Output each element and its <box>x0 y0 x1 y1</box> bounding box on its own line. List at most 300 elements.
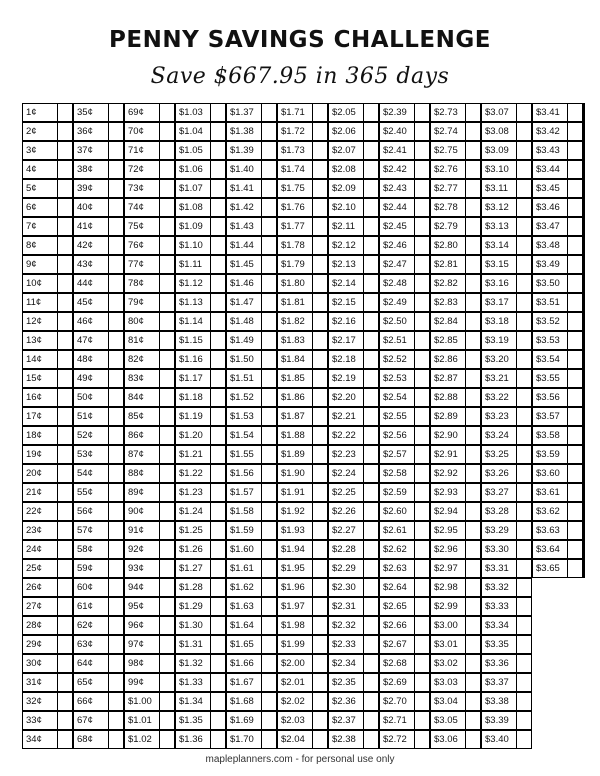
checkbox[interactable] <box>108 655 123 672</box>
checkbox[interactable] <box>363 332 378 349</box>
checkbox[interactable] <box>465 408 480 425</box>
checkbox[interactable] <box>261 256 276 273</box>
checkbox[interactable] <box>363 560 378 577</box>
checkbox[interactable] <box>312 693 327 710</box>
checkbox[interactable] <box>108 484 123 501</box>
checkbox[interactable] <box>567 218 582 235</box>
checkbox[interactable] <box>210 503 225 520</box>
checkbox[interactable] <box>261 104 276 121</box>
checkbox[interactable] <box>261 636 276 653</box>
checkbox[interactable] <box>414 522 429 539</box>
checkbox[interactable] <box>210 351 225 368</box>
checkbox[interactable] <box>465 560 480 577</box>
checkbox[interactable] <box>363 294 378 311</box>
checkbox[interactable] <box>312 161 327 178</box>
checkbox[interactable] <box>108 275 123 292</box>
checkbox[interactable] <box>159 731 174 748</box>
checkbox[interactable] <box>567 389 582 406</box>
checkbox[interactable] <box>465 104 480 121</box>
checkbox[interactable] <box>108 541 123 558</box>
checkbox[interactable] <box>363 389 378 406</box>
checkbox[interactable] <box>261 313 276 330</box>
checkbox[interactable] <box>261 579 276 596</box>
checkbox[interactable] <box>516 617 531 634</box>
checkbox[interactable] <box>414 560 429 577</box>
checkbox[interactable] <box>261 294 276 311</box>
checkbox[interactable] <box>465 636 480 653</box>
checkbox[interactable] <box>57 522 72 539</box>
checkbox[interactable] <box>414 294 429 311</box>
checkbox[interactable] <box>108 636 123 653</box>
checkbox[interactable] <box>465 484 480 501</box>
checkbox[interactable] <box>57 161 72 178</box>
checkbox[interactable] <box>465 218 480 235</box>
checkbox[interactable] <box>567 351 582 368</box>
checkbox[interactable] <box>108 674 123 691</box>
checkbox[interactable] <box>261 655 276 672</box>
checkbox[interactable] <box>414 408 429 425</box>
checkbox[interactable] <box>465 598 480 615</box>
checkbox[interactable] <box>567 503 582 520</box>
checkbox[interactable] <box>414 427 429 444</box>
checkbox[interactable] <box>516 275 531 292</box>
checkbox[interactable] <box>516 693 531 710</box>
checkbox[interactable] <box>261 674 276 691</box>
checkbox[interactable] <box>414 218 429 235</box>
checkbox[interactable] <box>261 598 276 615</box>
checkbox[interactable] <box>159 712 174 729</box>
checkbox[interactable] <box>516 351 531 368</box>
checkbox[interactable] <box>465 237 480 254</box>
checkbox[interactable] <box>261 332 276 349</box>
checkbox[interactable] <box>567 142 582 159</box>
checkbox[interactable] <box>261 161 276 178</box>
checkbox[interactable] <box>516 313 531 330</box>
checkbox[interactable] <box>261 237 276 254</box>
checkbox[interactable] <box>516 180 531 197</box>
checkbox[interactable] <box>210 313 225 330</box>
checkbox[interactable] <box>414 370 429 387</box>
checkbox[interactable] <box>414 484 429 501</box>
checkbox[interactable] <box>363 503 378 520</box>
checkbox[interactable] <box>363 142 378 159</box>
checkbox[interactable] <box>312 427 327 444</box>
checkbox[interactable] <box>312 731 327 748</box>
checkbox[interactable] <box>261 351 276 368</box>
checkbox[interactable] <box>210 237 225 254</box>
checkbox[interactable] <box>57 389 72 406</box>
checkbox[interactable] <box>465 427 480 444</box>
checkbox[interactable] <box>465 465 480 482</box>
checkbox[interactable] <box>414 655 429 672</box>
checkbox[interactable] <box>465 541 480 558</box>
checkbox[interactable] <box>312 655 327 672</box>
checkbox[interactable] <box>159 104 174 121</box>
checkbox[interactable] <box>261 389 276 406</box>
checkbox[interactable] <box>159 199 174 216</box>
checkbox[interactable] <box>312 579 327 596</box>
checkbox[interactable] <box>516 427 531 444</box>
checkbox[interactable] <box>57 199 72 216</box>
checkbox[interactable] <box>516 579 531 596</box>
checkbox[interactable] <box>567 446 582 463</box>
checkbox[interactable] <box>57 332 72 349</box>
checkbox[interactable] <box>567 484 582 501</box>
checkbox[interactable] <box>159 484 174 501</box>
checkbox[interactable] <box>159 598 174 615</box>
checkbox[interactable] <box>516 522 531 539</box>
checkbox[interactable] <box>159 541 174 558</box>
checkbox[interactable] <box>465 123 480 140</box>
checkbox[interactable] <box>210 104 225 121</box>
checkbox[interactable] <box>516 370 531 387</box>
checkbox[interactable] <box>567 408 582 425</box>
checkbox[interactable] <box>516 655 531 672</box>
checkbox[interactable] <box>312 351 327 368</box>
checkbox[interactable] <box>210 389 225 406</box>
checkbox[interactable] <box>363 636 378 653</box>
checkbox[interactable] <box>567 256 582 273</box>
checkbox[interactable] <box>312 275 327 292</box>
checkbox[interactable] <box>108 465 123 482</box>
checkbox[interactable] <box>108 446 123 463</box>
checkbox[interactable] <box>465 731 480 748</box>
checkbox[interactable] <box>465 370 480 387</box>
checkbox[interactable] <box>159 636 174 653</box>
checkbox[interactable] <box>108 579 123 596</box>
checkbox[interactable] <box>312 408 327 425</box>
checkbox[interactable] <box>57 142 72 159</box>
checkbox[interactable] <box>210 123 225 140</box>
checkbox[interactable] <box>567 294 582 311</box>
checkbox[interactable] <box>210 332 225 349</box>
checkbox[interactable] <box>312 541 327 558</box>
checkbox[interactable] <box>465 332 480 349</box>
checkbox[interactable] <box>312 560 327 577</box>
checkbox[interactable] <box>516 104 531 121</box>
checkbox[interactable] <box>261 275 276 292</box>
checkbox[interactable] <box>108 237 123 254</box>
checkbox[interactable] <box>363 256 378 273</box>
checkbox[interactable] <box>108 617 123 634</box>
checkbox[interactable] <box>312 180 327 197</box>
checkbox[interactable] <box>312 617 327 634</box>
checkbox[interactable] <box>516 161 531 178</box>
checkbox[interactable] <box>567 199 582 216</box>
checkbox[interactable] <box>108 503 123 520</box>
checkbox[interactable] <box>516 598 531 615</box>
checkbox[interactable] <box>363 655 378 672</box>
checkbox[interactable] <box>312 389 327 406</box>
checkbox[interactable] <box>363 465 378 482</box>
checkbox[interactable] <box>414 104 429 121</box>
checkbox[interactable] <box>159 123 174 140</box>
checkbox[interactable] <box>363 351 378 368</box>
checkbox[interactable] <box>465 693 480 710</box>
checkbox[interactable] <box>465 313 480 330</box>
checkbox[interactable] <box>414 142 429 159</box>
checkbox[interactable] <box>414 237 429 254</box>
checkbox[interactable] <box>414 389 429 406</box>
checkbox[interactable] <box>312 636 327 653</box>
checkbox[interactable] <box>210 427 225 444</box>
checkbox[interactable] <box>516 541 531 558</box>
checkbox[interactable] <box>363 522 378 539</box>
checkbox[interactable] <box>363 199 378 216</box>
checkbox[interactable] <box>312 104 327 121</box>
checkbox[interactable] <box>363 104 378 121</box>
checkbox[interactable] <box>516 332 531 349</box>
checkbox[interactable] <box>414 617 429 634</box>
checkbox[interactable] <box>159 237 174 254</box>
checkbox[interactable] <box>210 256 225 273</box>
checkbox[interactable] <box>57 560 72 577</box>
checkbox[interactable] <box>159 579 174 596</box>
checkbox[interactable] <box>159 427 174 444</box>
checkbox[interactable] <box>414 275 429 292</box>
checkbox[interactable] <box>159 503 174 520</box>
checkbox[interactable] <box>108 199 123 216</box>
checkbox[interactable] <box>465 275 480 292</box>
checkbox[interactable] <box>414 332 429 349</box>
checkbox[interactable] <box>567 313 582 330</box>
checkbox[interactable] <box>516 446 531 463</box>
checkbox[interactable] <box>210 579 225 596</box>
checkbox[interactable] <box>108 427 123 444</box>
checkbox[interactable] <box>312 712 327 729</box>
checkbox[interactable] <box>210 199 225 216</box>
checkbox[interactable] <box>261 617 276 634</box>
checkbox[interactable] <box>567 465 582 482</box>
checkbox[interactable] <box>567 123 582 140</box>
checkbox[interactable] <box>516 636 531 653</box>
checkbox[interactable] <box>516 256 531 273</box>
checkbox[interactable] <box>159 332 174 349</box>
checkbox[interactable] <box>363 446 378 463</box>
checkbox[interactable] <box>57 275 72 292</box>
checkbox[interactable] <box>312 237 327 254</box>
checkbox[interactable] <box>57 351 72 368</box>
checkbox[interactable] <box>108 180 123 197</box>
checkbox[interactable] <box>465 674 480 691</box>
checkbox[interactable] <box>312 522 327 539</box>
checkbox[interactable] <box>159 370 174 387</box>
checkbox[interactable] <box>108 522 123 539</box>
checkbox[interactable] <box>363 427 378 444</box>
checkbox[interactable] <box>363 313 378 330</box>
checkbox[interactable] <box>210 446 225 463</box>
checkbox[interactable] <box>261 180 276 197</box>
checkbox[interactable] <box>261 522 276 539</box>
checkbox[interactable] <box>363 180 378 197</box>
checkbox[interactable] <box>465 199 480 216</box>
checkbox[interactable] <box>57 693 72 710</box>
checkbox[interactable] <box>414 674 429 691</box>
checkbox[interactable] <box>108 161 123 178</box>
checkbox[interactable] <box>261 142 276 159</box>
checkbox[interactable] <box>261 465 276 482</box>
checkbox[interactable] <box>516 731 531 748</box>
checkbox[interactable] <box>414 541 429 558</box>
checkbox[interactable] <box>57 370 72 387</box>
checkbox[interactable] <box>414 579 429 596</box>
checkbox[interactable] <box>108 712 123 729</box>
checkbox[interactable] <box>210 655 225 672</box>
checkbox[interactable] <box>516 503 531 520</box>
checkbox[interactable] <box>210 294 225 311</box>
checkbox[interactable] <box>414 731 429 748</box>
checkbox[interactable] <box>567 541 582 558</box>
checkbox[interactable] <box>414 598 429 615</box>
checkbox[interactable] <box>159 256 174 273</box>
checkbox[interactable] <box>465 142 480 159</box>
checkbox[interactable] <box>465 294 480 311</box>
checkbox[interactable] <box>312 199 327 216</box>
checkbox[interactable] <box>57 484 72 501</box>
checkbox[interactable] <box>108 123 123 140</box>
checkbox[interactable] <box>108 104 123 121</box>
checkbox[interactable] <box>567 370 582 387</box>
checkbox[interactable] <box>159 180 174 197</box>
checkbox[interactable] <box>210 465 225 482</box>
checkbox[interactable] <box>261 199 276 216</box>
checkbox[interactable] <box>210 636 225 653</box>
checkbox[interactable] <box>312 256 327 273</box>
checkbox[interactable] <box>108 693 123 710</box>
checkbox[interactable] <box>465 161 480 178</box>
checkbox[interactable] <box>516 465 531 482</box>
checkbox[interactable] <box>363 218 378 235</box>
checkbox[interactable] <box>210 218 225 235</box>
checkbox[interactable] <box>108 598 123 615</box>
checkbox[interactable] <box>465 351 480 368</box>
checkbox[interactable] <box>363 484 378 501</box>
checkbox[interactable] <box>414 446 429 463</box>
checkbox[interactable] <box>516 674 531 691</box>
checkbox[interactable] <box>465 503 480 520</box>
checkbox[interactable] <box>57 104 72 121</box>
checkbox[interactable] <box>567 560 582 577</box>
checkbox[interactable] <box>312 370 327 387</box>
checkbox[interactable] <box>516 218 531 235</box>
checkbox[interactable] <box>57 503 72 520</box>
checkbox[interactable] <box>159 161 174 178</box>
checkbox[interactable] <box>363 693 378 710</box>
checkbox[interactable] <box>414 180 429 197</box>
checkbox[interactable] <box>108 256 123 273</box>
checkbox[interactable] <box>159 389 174 406</box>
checkbox[interactable] <box>465 579 480 596</box>
checkbox[interactable] <box>210 674 225 691</box>
checkbox[interactable] <box>57 427 72 444</box>
checkbox[interactable] <box>312 142 327 159</box>
checkbox[interactable] <box>261 427 276 444</box>
checkbox[interactable] <box>363 275 378 292</box>
checkbox[interactable] <box>363 408 378 425</box>
checkbox[interactable] <box>261 693 276 710</box>
checkbox[interactable] <box>159 351 174 368</box>
checkbox[interactable] <box>57 313 72 330</box>
checkbox[interactable] <box>312 313 327 330</box>
checkbox[interactable] <box>414 199 429 216</box>
checkbox[interactable] <box>210 617 225 634</box>
checkbox[interactable] <box>567 180 582 197</box>
checkbox[interactable] <box>159 446 174 463</box>
checkbox[interactable] <box>108 313 123 330</box>
checkbox[interactable] <box>567 104 582 121</box>
checkbox[interactable] <box>108 218 123 235</box>
checkbox[interactable] <box>465 256 480 273</box>
checkbox[interactable] <box>159 693 174 710</box>
checkbox[interactable] <box>567 332 582 349</box>
checkbox[interactable] <box>57 294 72 311</box>
checkbox[interactable] <box>516 484 531 501</box>
checkbox[interactable] <box>516 560 531 577</box>
checkbox[interactable] <box>414 123 429 140</box>
checkbox[interactable] <box>312 332 327 349</box>
checkbox[interactable] <box>261 446 276 463</box>
checkbox[interactable] <box>159 275 174 292</box>
checkbox[interactable] <box>210 484 225 501</box>
checkbox[interactable] <box>210 693 225 710</box>
checkbox[interactable] <box>159 560 174 577</box>
checkbox[interactable] <box>567 237 582 254</box>
checkbox[interactable] <box>210 142 225 159</box>
checkbox[interactable] <box>57 712 72 729</box>
checkbox[interactable] <box>312 218 327 235</box>
checkbox[interactable] <box>414 161 429 178</box>
checkbox[interactable] <box>312 503 327 520</box>
checkbox[interactable] <box>57 237 72 254</box>
checkbox[interactable] <box>108 142 123 159</box>
checkbox[interactable] <box>567 275 582 292</box>
checkbox[interactable] <box>516 389 531 406</box>
checkbox[interactable] <box>516 142 531 159</box>
checkbox[interactable] <box>414 693 429 710</box>
checkbox[interactable] <box>414 256 429 273</box>
checkbox[interactable] <box>159 218 174 235</box>
checkbox[interactable] <box>57 256 72 273</box>
checkbox[interactable] <box>414 351 429 368</box>
checkbox[interactable] <box>312 674 327 691</box>
checkbox[interactable] <box>159 617 174 634</box>
checkbox[interactable] <box>567 427 582 444</box>
checkbox[interactable] <box>261 731 276 748</box>
checkbox[interactable] <box>261 503 276 520</box>
checkbox[interactable] <box>363 123 378 140</box>
checkbox[interactable] <box>108 731 123 748</box>
checkbox[interactable] <box>363 598 378 615</box>
checkbox[interactable] <box>57 636 72 653</box>
checkbox[interactable] <box>465 655 480 672</box>
checkbox[interactable] <box>363 161 378 178</box>
checkbox[interactable] <box>210 408 225 425</box>
checkbox[interactable] <box>159 313 174 330</box>
checkbox[interactable] <box>210 731 225 748</box>
checkbox[interactable] <box>159 294 174 311</box>
checkbox[interactable] <box>261 712 276 729</box>
checkbox[interactable] <box>108 560 123 577</box>
checkbox[interactable] <box>312 484 327 501</box>
checkbox[interactable] <box>567 522 582 539</box>
checkbox[interactable] <box>465 617 480 634</box>
checkbox[interactable] <box>465 446 480 463</box>
checkbox[interactable] <box>261 541 276 558</box>
checkbox[interactable] <box>108 351 123 368</box>
checkbox[interactable] <box>363 731 378 748</box>
checkbox[interactable] <box>57 218 72 235</box>
checkbox[interactable] <box>108 408 123 425</box>
